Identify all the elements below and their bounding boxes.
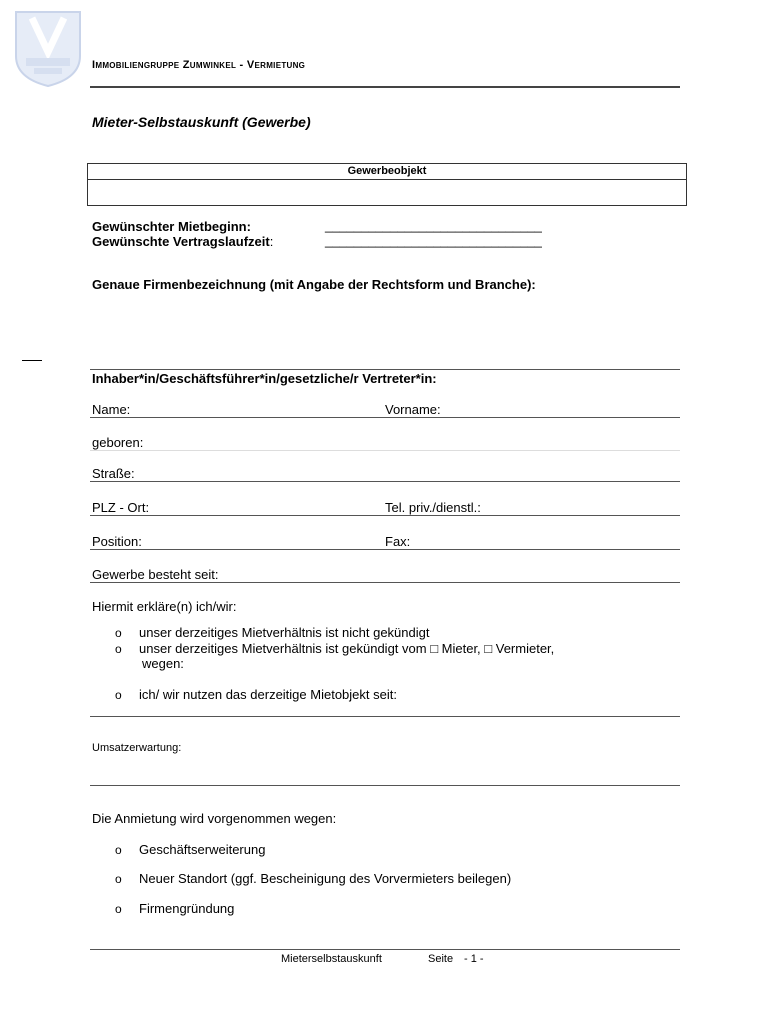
revenue-label: Umsatzerwartung: bbox=[92, 742, 182, 754]
born-label: geboren: bbox=[92, 435, 144, 450]
owner-heading: Inhaber*in/Geschäftsführer*in/gesetzliche/r Vertreter*in: bbox=[92, 371, 437, 386]
bullet-icon: o bbox=[115, 902, 122, 916]
business-since-line[interactable] bbox=[90, 582, 680, 583]
fax-label: Fax: bbox=[385, 534, 411, 549]
bullet-icon: o bbox=[115, 843, 122, 857]
object-field[interactable] bbox=[88, 180, 686, 206]
bullet-icon: o bbox=[115, 872, 122, 886]
business-since-label: Gewerbe besteht seit: bbox=[92, 567, 219, 582]
bullet-icon: o bbox=[115, 688, 122, 702]
declaration-item[interactable]: ich/ wir nutzen das derzeitige Mietobjekt seit: bbox=[139, 687, 397, 702]
footer-page-label: Seite bbox=[428, 953, 454, 965]
zip-label: PLZ - Ort: bbox=[92, 500, 150, 515]
lease-start-field[interactable]: ______________________________ bbox=[325, 218, 542, 233]
firstname-label: Vorname: bbox=[385, 402, 441, 417]
footer-doc-name: Mieterselbstauskunft bbox=[281, 953, 382, 965]
name-label: Name: bbox=[92, 402, 131, 417]
name-line[interactable] bbox=[90, 417, 680, 418]
born-line[interactable] bbox=[90, 450, 680, 451]
declaration-intro: Hiermit erkläre(n) ich/wir: bbox=[92, 599, 237, 614]
object-box-header: Gewerbeobjekt bbox=[88, 164, 686, 180]
street-line[interactable] bbox=[90, 481, 680, 482]
reason-item[interactable]: Firmengründung bbox=[139, 901, 235, 916]
bullet-icon: o bbox=[115, 626, 122, 640]
street-label: Straße: bbox=[92, 466, 135, 481]
declaration-item[interactable]: unser derzeitiges Mietverhältnis ist gekündigt vom □ Mieter, □ Vermieter, bbox=[139, 641, 555, 656]
document-title: Mieter-Selbstauskunft (Gewerbe) bbox=[92, 114, 311, 130]
header-divider bbox=[90, 86, 680, 88]
declaration-reason-label: wegen: bbox=[142, 656, 184, 671]
footer-rule bbox=[90, 949, 680, 950]
footer-page-number: - 1 - bbox=[464, 953, 484, 965]
object-box bbox=[87, 163, 687, 206]
owner-top-rule bbox=[90, 369, 680, 370]
lease-duration-label: Gewünschte Vertragslaufzeit: bbox=[92, 234, 274, 249]
lease-duration-field[interactable]: ______________________________ bbox=[325, 233, 542, 248]
reason-item[interactable]: Neuer Standort (ggf. Bescheinigung des Vorvermieters beilegen) bbox=[139, 871, 512, 886]
zip-line[interactable] bbox=[90, 515, 680, 516]
phone-label: Tel. priv./dienstl.: bbox=[385, 500, 481, 515]
revenue-line[interactable] bbox=[90, 785, 680, 786]
lease-start-label: Gewünschter Mietbeginn: bbox=[92, 219, 251, 234]
reasons-intro: Die Anmietung wird vorgenommen wegen: bbox=[92, 811, 337, 826]
position-line[interactable] bbox=[90, 549, 680, 550]
declaration-item[interactable]: unser derzeitiges Mietverhältnis ist nicht gekündigt bbox=[139, 625, 430, 640]
position-label: Position: bbox=[92, 534, 142, 549]
margin-mark bbox=[22, 360, 42, 361]
bullet-icon: o bbox=[115, 642, 122, 656]
declaration-rule bbox=[90, 716, 680, 717]
company-name-label: Genaue Firmenbezeichnung (mit Angabe der Rechtsform und Branche): bbox=[92, 277, 536, 292]
company-header: Immobiliengruppe Zumwinkel - Vermietung bbox=[92, 59, 306, 71]
reason-item[interactable]: Geschäftserweiterung bbox=[139, 842, 266, 857]
logo-shield-icon bbox=[12, 8, 84, 88]
